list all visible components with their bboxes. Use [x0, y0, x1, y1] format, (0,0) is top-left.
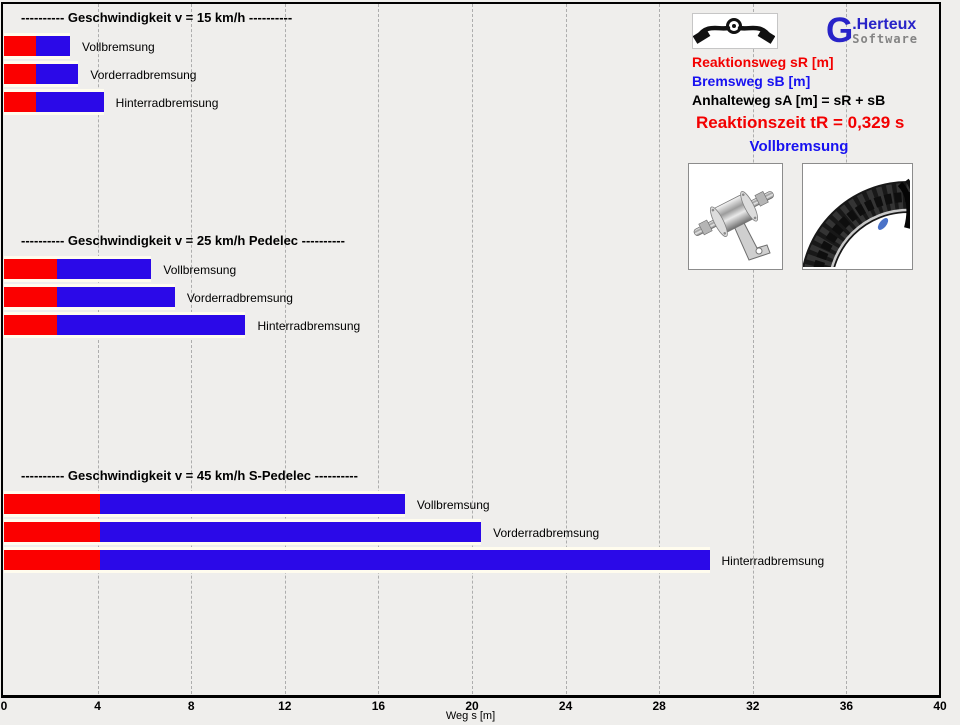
stacked-bar: [4, 547, 710, 573]
legend-reaktionsweg: Reaktionsweg sR [m]: [692, 54, 834, 70]
stacked-bar: [4, 312, 245, 338]
reaction-distance-segment: [4, 315, 57, 335]
group-header: ---------- Geschwindigkeit v = 15 km/h ----------: [21, 10, 293, 25]
bar-label: Hinterradbremsung: [115, 96, 219, 110]
bar-label: Vollbremsung: [163, 263, 237, 277]
x-tick-label: 24: [558, 699, 573, 713]
logo-letter-g: G: [826, 11, 852, 50]
gridline: [659, 4, 660, 694]
braking-distance-segment: [36, 92, 104, 112]
stacked-bar: [4, 61, 78, 87]
x-tick-label: 12: [278, 699, 292, 713]
braking-distance-segment: [57, 259, 151, 279]
reaction-time-label: Reaktionszeit tR = 0,329 s: [696, 113, 905, 132]
braking-distance-segment: [57, 287, 174, 307]
x-tick-label: 28: [652, 699, 666, 713]
gridline: [566, 4, 567, 694]
braking-distance-segment: [100, 522, 481, 542]
logo-company-name: .Herteux: [852, 16, 917, 33]
stacked-bar: [4, 89, 104, 115]
bar-label: Vorderradbremsung: [493, 526, 600, 540]
gridline: [472, 4, 473, 694]
reaction-distance-segment: [4, 522, 100, 542]
gridline: [285, 4, 286, 694]
reaction-distance-segment: [4, 64, 36, 84]
reaction-distance-segment: [4, 287, 57, 307]
stacked-bar: [4, 519, 481, 545]
x-tick-label: 4: [94, 699, 101, 713]
x-tick-label: 40: [933, 699, 947, 713]
reaction-distance-segment: [4, 494, 100, 514]
reaction-distance-segment: [4, 550, 100, 570]
bar-label: Vollbremsung: [81, 40, 155, 54]
x-tick-label: 0: [0, 699, 8, 713]
reaction-distance-segment: [4, 92, 36, 112]
braking-distance-segment: [36, 36, 70, 56]
logo-software-label: Software: [852, 32, 919, 46]
legend-anhalteweg: Anhalteweg sA [m] = sR + sB: [692, 92, 886, 108]
reaction-distance-segment: [4, 36, 36, 56]
x-tick-label: 16: [371, 699, 386, 713]
stacked-bar: [4, 33, 70, 59]
braking-distance-segment: [100, 550, 709, 570]
braking-distance-segment: [57, 315, 245, 335]
legend-bremsweg: Bremsweg sB [m]: [692, 73, 811, 89]
stacked-bar: [4, 491, 405, 517]
x-tick-label: 36: [839, 699, 854, 713]
reaction-distance-segment: [4, 259, 57, 279]
bar-label: Vorderradbremsung: [90, 68, 197, 82]
brake-mode-label: Vollbremsung: [749, 138, 849, 155]
bar-label: Vollbremsung: [416, 498, 490, 512]
x-axis-title: Weg s [m]: [445, 710, 496, 722]
bar-label: Hinterradbremsung: [721, 554, 825, 568]
x-tick-label: 20: [465, 699, 479, 713]
braking-distance-segment: [36, 64, 78, 84]
gridline: [846, 4, 847, 694]
braking-distance-segment: [100, 494, 405, 514]
x-tick-label: 32: [746, 699, 760, 713]
group-header: ---------- Geschwindigkeit v = 45 km/h S-Pedelec ----------: [21, 468, 358, 483]
gridline: [753, 4, 754, 694]
group-header: ---------- Geschwindigkeit v = 25 km/h Pedelec ----------: [21, 233, 345, 248]
stacked-bar: [4, 284, 175, 310]
gridline: [378, 4, 379, 694]
bar-label: Hinterradbremsung: [257, 319, 361, 333]
bar-label: Vorderradbremsung: [186, 291, 293, 305]
stacked-bar: [4, 256, 151, 282]
x-tick-label: 8: [187, 699, 195, 713]
